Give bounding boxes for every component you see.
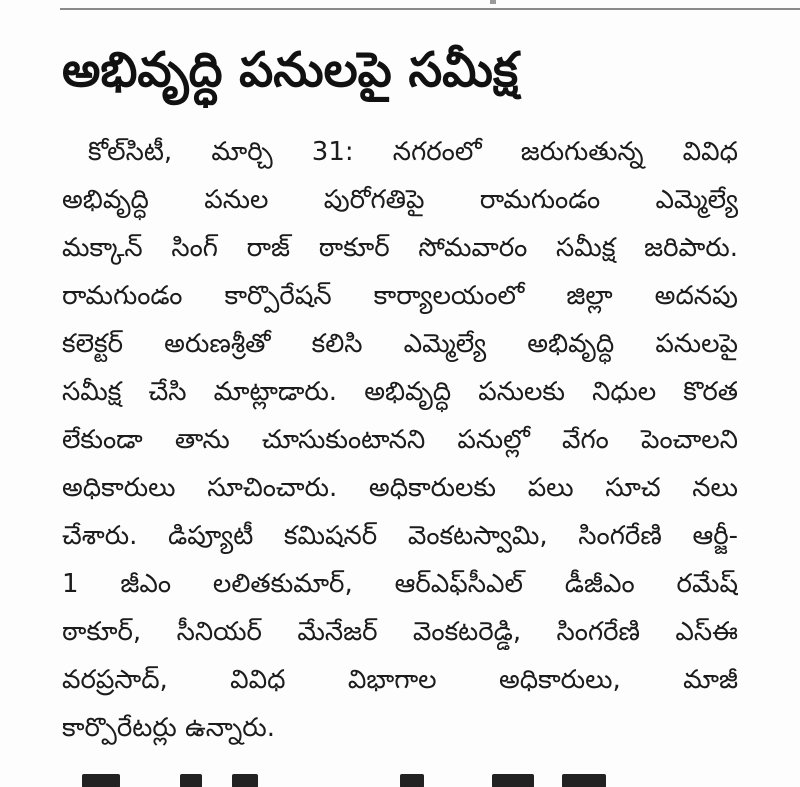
cropped-glyph	[492, 774, 534, 787]
article-line: లేకుండా తాను చూసుకుంటానని పనుల్లో వేగం పెంచాలని	[62, 425, 738, 455]
article-line: సమీక్ష చేసి మాట్లాడారు. అభివృద్ధి పనులకు నిధుల కొరత	[62, 377, 738, 407]
article-line: కలెక్టర్ అరుణశ్రీతో కలిసి ఎమ్మెల్యే అభివృద్ధి పనులపై	[62, 329, 738, 359]
article-line: వరప్రసాద్, వివిధ విభాగాల అధికారులు, మాజీ	[62, 665, 738, 695]
article-line: చేశారు. డిప్యూటీ కమిషనర్ వెంకటస్వామి, సింగరేణి ఆర్జీ-	[62, 521, 738, 551]
article-line: రామగుండం కార్పొరేషన్ కార్యాలయంలో జిల్లా అదనపు	[62, 281, 738, 311]
cropped-glyph	[82, 774, 120, 787]
next-headline-cropped	[62, 772, 742, 787]
cropped-glyph	[232, 774, 258, 787]
article-headline: అభివృద్ధి పనులపై సమీక్ష	[62, 42, 519, 98]
cropped-glyph	[400, 774, 424, 787]
article-line: మక్కాన్ సింగ్ రాజ్ ఠాకూర్ సోమవారం సమీక్ష జరిపారు.	[62, 233, 738, 263]
article-line: ఠాకూర్, సీనియర్ మేనేజర్ వెంకటరెడ్డి, సింగరేణి ఎస్ఈ	[62, 617, 738, 647]
article-line: అభివృద్ధి పనుల పురోగతిపై రామగుండం ఎమ్మెల్యే	[62, 185, 738, 215]
article-body	[62, 128, 738, 752]
article-line: అధికారులు సూచించారు. అధికారులకు పలు సూచ నలు	[62, 473, 738, 503]
top-divider-rule	[60, 8, 800, 10]
cropped-glyph	[562, 774, 606, 787]
article-line: 1 జీఎం లలితకుమార్, ఆర్‌ఎఫ్‌సీఎల్ డీజీఎం రమేష్	[62, 569, 738, 599]
article-line: కోల్‌సిటీ, మార్చి 31: నగరంలో జరుగుతున్న వివిధ	[88, 137, 738, 167]
article-line: కార్పొరేటర్లు ఉన్నారు.	[62, 713, 275, 743]
cropped-glyph	[180, 774, 202, 787]
top-divider-mark	[490, 0, 496, 4]
